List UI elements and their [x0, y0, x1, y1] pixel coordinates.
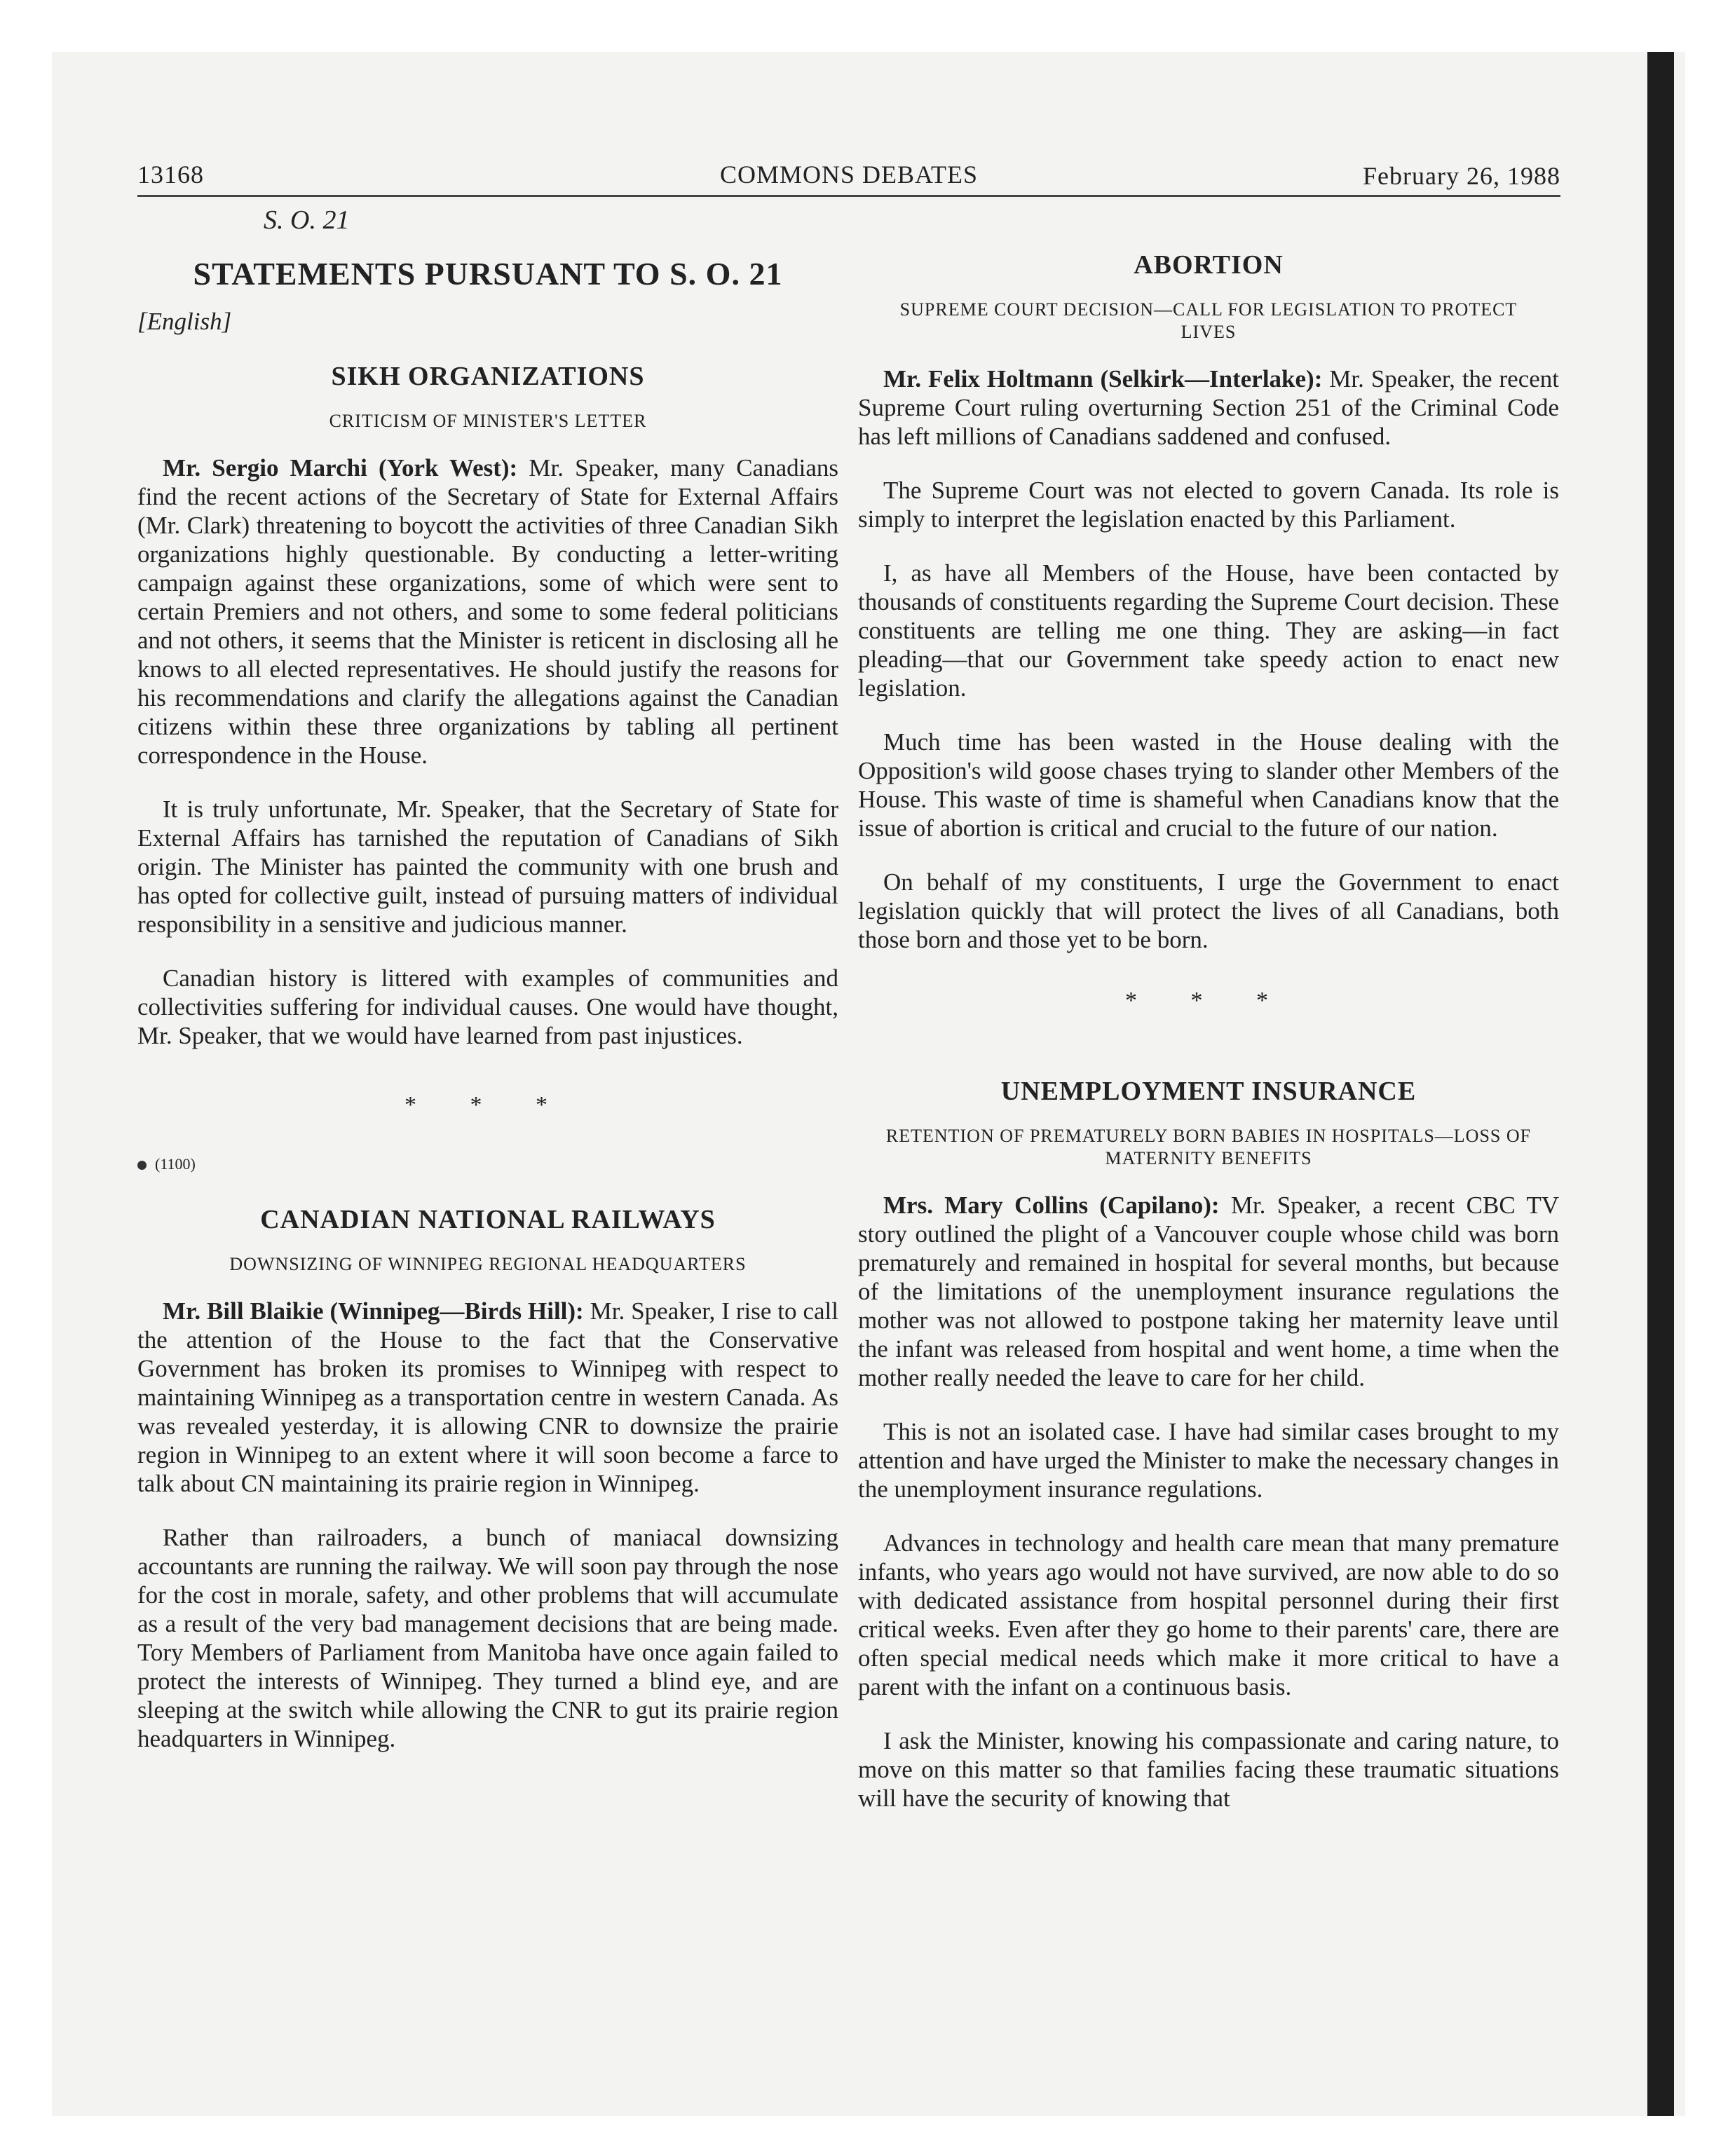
scan-border-shadow: [1647, 52, 1674, 2116]
section-title-sikh: SIKH ORGANIZATIONS: [331, 362, 645, 391]
speaker-name: Mr. Sergio Marchi (York West):: [163, 454, 518, 482]
standing-order-label: S. O. 21: [264, 205, 350, 235]
paragraph: I, as have all Members of the House, have been contacted by thousands of constituents regarding the Supreme Court decision. These constituents are telling me one thing. They are asking—in fact pleading—that our Government take speedy action to enact new legislation.: [858, 559, 1559, 702]
paragraph-text: Mr. Speaker, I rise to call the attention of the House to the fact that the Conservative Government has broken its promises to Winnipeg with respect to maintaining Winnipeg as a transportation centre in western Canada. As was revealed yesterday, it is allowing CNR to downsize the prairie region in Winnipeg to an extent where it will soon become a farce to talk about CN maintaining its prairie region in Winnipeg.: [137, 1297, 838, 1497]
paragraph: Canadian history is littered with examples of communities and collectivities suffering for individual causes. One would have thought, Mr. Speaker, that we would have learned from past injustices.: [137, 964, 838, 1049]
right-column: [858, 250, 1559, 1838]
paragraph: This is not an isolated case. I have had similar cases brought to my attention and have urged the Minister to make the necessary changes in the unemployment insurance regulations.: [858, 1418, 1559, 1503]
section-title-unemployment: UNEMPLOYMENT INSURANCE: [1000, 1077, 1417, 1106]
paragraph: Rather than railroaders, a bunch of maniacal downsizing accountants are running the railway. We will soon pay through the nose for the cost in morale, safety, and other problems that will accumulate as a result of the very bad management decisions that are being made. Tory Members of Parliament from Manitoba have once again failed to protect the interests of Winnipeg. They turned a blind eye, and are sleeping at the switch while allowing the CNR to gut its prairie region headquarters in Winnipeg.: [137, 1524, 838, 1752]
section-separator: * * *: [1125, 988, 1292, 1014]
running-head: [137, 156, 1560, 197]
page-date: February 26, 1988: [1363, 162, 1560, 190]
page-number: 13168: [137, 161, 204, 189]
paragraph: Advances in technology and health care mean that many premature infants, who years ago would not have survived, are now able to do so with dedicated assistance from hospital personnel during their first critical weeks. Even after they go home to their parents' care, there are often special medical needs which make it more critical to have a parent with the infant on a continuous basis.: [858, 1529, 1559, 1700]
paragraph: [137, 453, 838, 770]
speaker-name: Mr. Bill Blaikie (Winnipeg—Birds Hill):: [163, 1297, 584, 1325]
paragraph: [858, 1191, 1559, 1392]
subtitle-sikh: CRITICISM OF MINISTER'S LETTER: [329, 411, 647, 431]
subtitle-cnr: DOWNSIZING OF WINNIPEG REGIONAL HEADQUARTERS: [229, 1254, 747, 1274]
language-marker: [English]: [137, 308, 232, 335]
paragraph: [137, 1297, 838, 1498]
subtitle-unemployment: RETENTION OF PREMATURELY BORN BABIES IN HOSPITALS—LOSS OF MATERNITY BENEFITS: [885, 1126, 1532, 1168]
publication-title: COMMONS DEBATES: [719, 161, 979, 189]
paragraph: The Supreme Court was not elected to govern Canada. Its role is simply to interpret the legislation enacted by this Parliament.: [858, 477, 1559, 533]
section-title-cnr: CANADIAN NATIONAL RAILWAYS: [260, 1205, 716, 1234]
subtitle-abortion: SUPREME COURT DECISION—CALL FOR LEGISLATION TO PROTECT LIVES: [899, 299, 1518, 342]
section-title-abortion: ABORTION: [1134, 250, 1284, 280]
time-marker: [137, 1155, 838, 1173]
main-heading: STATEMENTS PURSUANT TO S. O. 21: [193, 256, 783, 292]
paragraph: [858, 364, 1559, 451]
speaker-name: Mr. Felix Holtmann (Selkirk—Interlake):: [883, 365, 1323, 393]
paragraph-text: Mr. Speaker, many Canadians find the recent actions of the Secretary of State for External Affairs (Mr. Clark) threatening to boycott the activities of three Canadian Sikh organizations highly questionable. By conducting a letter-writing campaign against these organizations, some of which were sent to certain Premiers and not others, and some to some federal politicians and not others, it seems that the Minister is reticent in disclosing all he knows to all elected representatives. He should justify the reasons for his recommendations and clarify the allegations against the Canadian citizens within these three organizations by tabling all pertinent correspondence in the House.: [137, 454, 838, 769]
paragraph: On behalf of my constituents, I urge the Government to enact legislation quickly that will protect the lives of all Canadians, both those born and those yet to be born.: [858, 868, 1559, 953]
speaker-name: Mrs. Mary Collins (Capilano):: [883, 1192, 1220, 1219]
paragraph: I ask the Minister, knowing his compassionate and caring nature, to move on this matter so that families facing these traumatic situations will have the security of knowing that: [858, 1727, 1559, 1812]
paragraph: Much time has been wasted in the House dealing with the Opposition's wild goose chases trying to slander other Members of the House. This waste of time is shameful when Canadians know that the issue of abortion is critical and crucial to the future of our nation.: [858, 728, 1559, 842]
time-marker-text: (1100): [155, 1155, 196, 1173]
section-separator: * * *: [404, 1092, 571, 1118]
paragraph-text: Mr. Speaker, the recent Supreme Court ruling overturning Section 251 of the Criminal Code has left millions of Canadians saddened and confused.: [858, 365, 1559, 450]
left-column: [137, 205, 838, 1778]
bullet-icon: [137, 1161, 147, 1170]
paragraph: It is truly unfortunate, Mr. Speaker, that the Secretary of State for External Affairs has tarnished the reputation of Canadians of Sikh origin. The Minister has painted the community with one brush and has opted for collective guilt, instead of pursuing matters of individual responsibility in a sensitive and judicious manner.: [137, 796, 838, 938]
paragraph-text: Mr. Speaker, a recent CBC TV story outlined the plight of a Vancouver couple whose child was born prematurely and remained in hospital for several months, but because of the limitations of the unemployment insurance regulations the mother was not allowed to postpone taking her maternity leave until the infant was released from hospital and went home, a time when the mother really needed the leave to care for her child.: [858, 1192, 1560, 1391]
